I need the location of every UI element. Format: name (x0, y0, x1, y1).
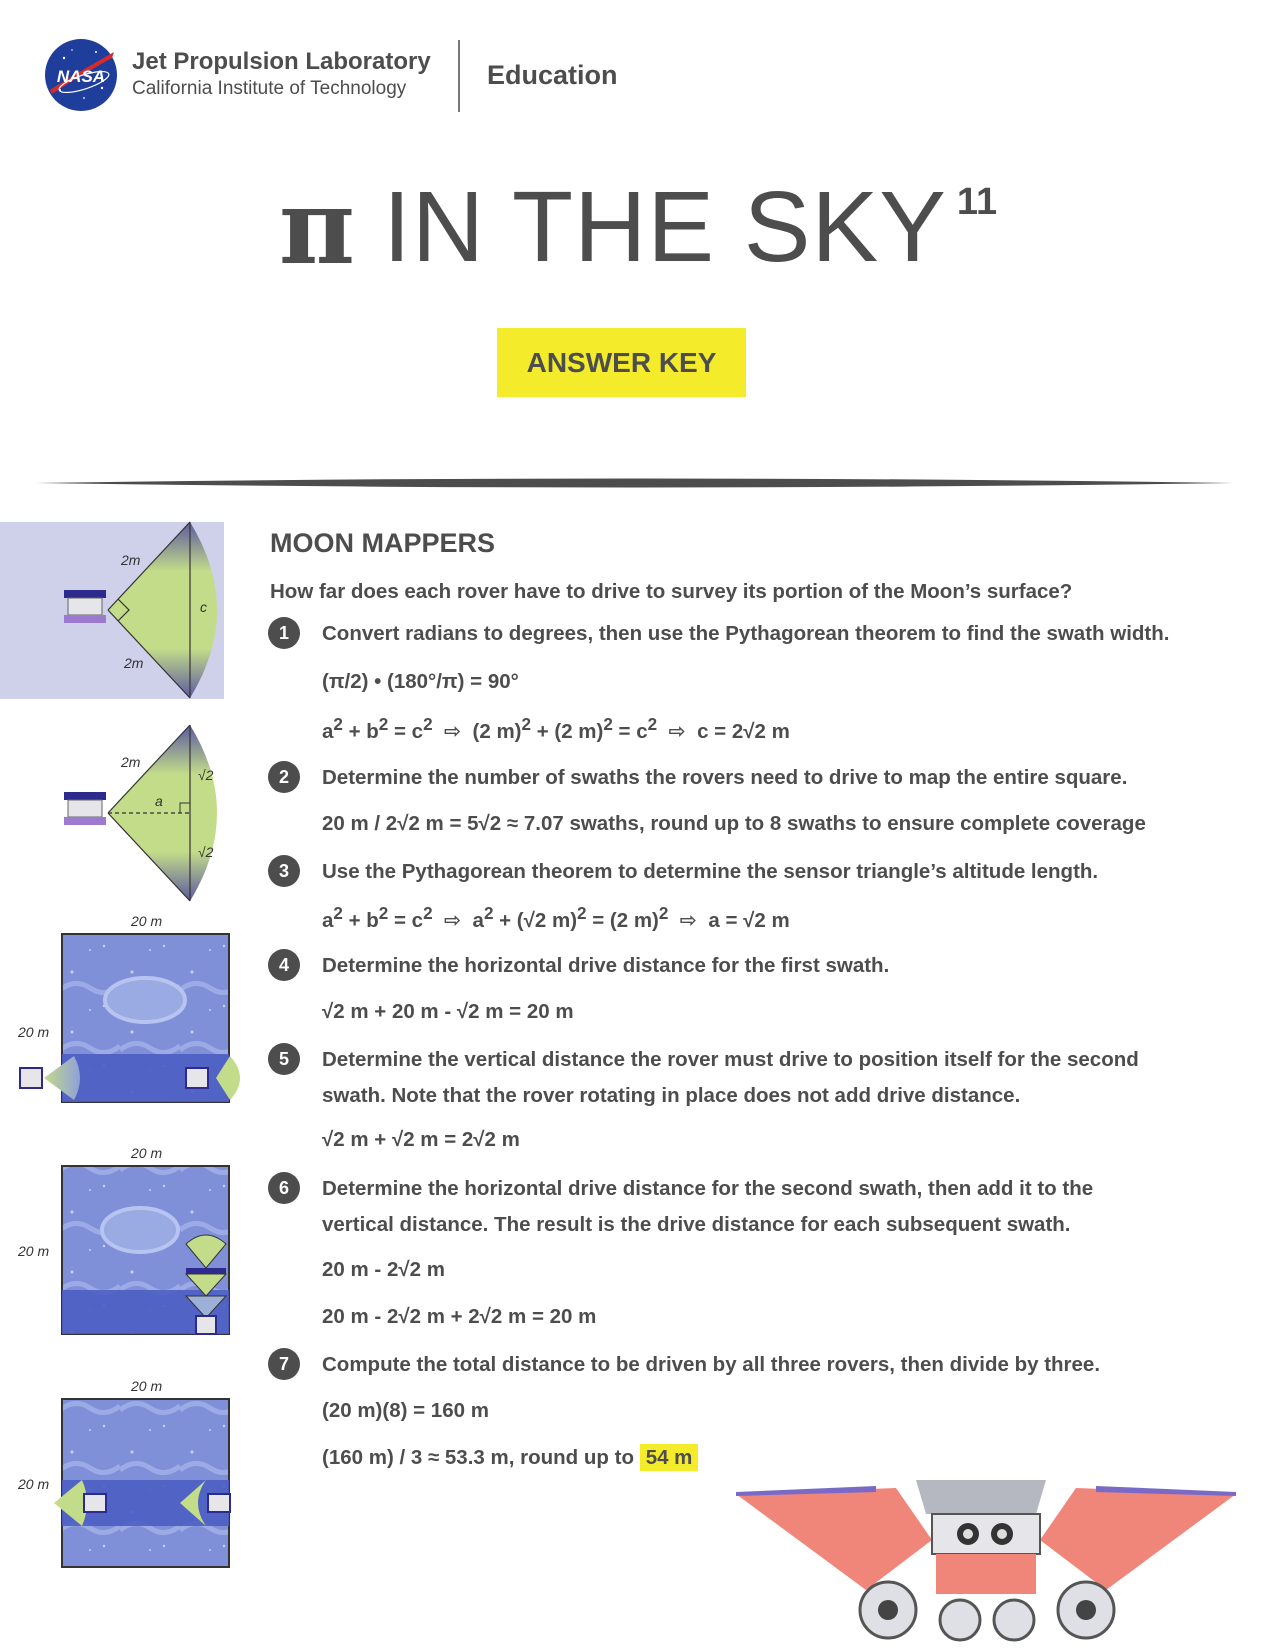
label-20m-top: 20 m (131, 1378, 163, 1394)
rover-illustration (736, 1440, 1256, 1645)
label-20m-side: 20 m (18, 1024, 50, 1040)
label-20m-top: 20 m (131, 1145, 163, 1161)
equation-7a: (20 m)(8) = 160 m (322, 1399, 489, 1422)
label-2m-bottom: 2m (124, 655, 144, 671)
title-pi-symbol: π (278, 165, 356, 288)
rover-icon (64, 792, 106, 825)
step-number-5: 5 (268, 1043, 300, 1075)
final-answer-highlight: 54 m (640, 1444, 699, 1471)
step-number-1: 1 (268, 617, 300, 649)
step-number-2: 2 (268, 761, 300, 793)
equation-3a: $a^2 + b^2 = c^2$ ⇨ $a^2 + (√2$ m)$^2$ = (2 m)$^2$ ⇨ a = √2 m (322, 904, 790, 932)
header-section: Education (487, 60, 618, 90)
label-2m-top: 2m (121, 552, 141, 568)
step-text-5: Determine the vertical distance the rover must drive to position itself for the second (322, 1048, 1139, 1071)
nasa-logo-text: NASA (56, 67, 106, 86)
equation-1b: $a^2 + b^2 = c^2$ ⇨ (2 m)$^2$ + (2 $m)^2 = c^2$ ⇨ c = 2√2 m (322, 715, 790, 743)
sensor-diagram-1 (0, 522, 224, 699)
map-diagram-3 (17, 1378, 230, 1567)
sensor-diagram-2 (64, 725, 217, 901)
equation-1b-answer: c = 2√2 m (697, 719, 790, 743)
title-text: IN THE SKY (383, 171, 947, 283)
step-text-6-line2: vertical distance. The result is the drive distance for each subsequent swath. (322, 1213, 1071, 1236)
step-number-4: 4 (268, 949, 300, 981)
answer-key-badge: ANSWER KEY (497, 328, 746, 397)
step-number-7: 7 (268, 1348, 300, 1380)
label-20m-side: 20 m (18, 1476, 50, 1492)
label-2m: 2m (121, 754, 141, 770)
step-text-7: Compute the total distance to be driven by all three rovers, then divide by three. (322, 1353, 1101, 1376)
map-diagram-2 (17, 1145, 229, 1334)
equation-6a: 20 m - 2√2 m (322, 1258, 445, 1281)
diagram-column (0, 0, 260, 1651)
question-text: How far does each rover have to drive to survey its portion of the Moon’s surface? (270, 580, 1073, 603)
step-number-3: 3 (268, 855, 300, 887)
equation-7b-text: (160 m) / 3 ≈ 53.3 m, round up to (322, 1446, 634, 1469)
rover-icon (196, 1316, 216, 1334)
label-root2-bottom: √2 (198, 844, 214, 860)
label-a: a (155, 793, 163, 809)
equation-6b: 20 m - 2√2 m + 2√2 m = 20 m (322, 1305, 597, 1328)
equation-7b (322, 1446, 698, 1470)
equation-2a: 20 m / 2√2 m = 5√2 ≈ 7.07 swaths, round up to 8 swaths to ensure complete coverage (322, 812, 1146, 835)
header-divider (458, 40, 460, 112)
section-title: MOON MAPPERS (270, 528, 496, 558)
map-diagram-1 (17, 913, 240, 1102)
step-text-6: Determine the horizontal drive distance for the second swath, then add it to the (322, 1177, 1094, 1200)
label-20m-side: 20 m (18, 1243, 50, 1259)
equation-4a: √2 m + 20 m - √2 m = 20 m (322, 1000, 574, 1023)
label-20m-top: 20 m (131, 913, 163, 929)
title-number: 11 (956, 181, 998, 223)
institution-name: California Institute of Technology (132, 78, 407, 99)
step-text-3: Use the Pythagorean theorem to determine the sensor triangle’s altitude length. (322, 860, 1099, 883)
label-root2-top: √2 (198, 767, 214, 783)
step-text-4: Determine the horizontal drive distance for the first swath. (322, 954, 890, 977)
equation-5a: √2 m + √2 m = 2√2 m (322, 1128, 520, 1151)
lab-name: Jet Propulsion Laboratory (132, 48, 431, 75)
equation-1a: (π/2) • (180°/π) = 90° (322, 670, 519, 693)
step-text-5-line2: swath. Note that the rover rotating in place does not add drive distance. (322, 1084, 1021, 1107)
equation-3a-answer: a = √2 m (708, 908, 790, 932)
label-c: c (200, 599, 207, 615)
step-text-2: Determine the number of swaths the rovers need to drive to map the entire square. (322, 766, 1128, 789)
step-text-1: Convert radians to degrees, then use the Pythagorean theorem to find the swath width. (322, 622, 1170, 645)
rover-icon (64, 590, 106, 623)
step-number-6: 6 (268, 1172, 300, 1204)
